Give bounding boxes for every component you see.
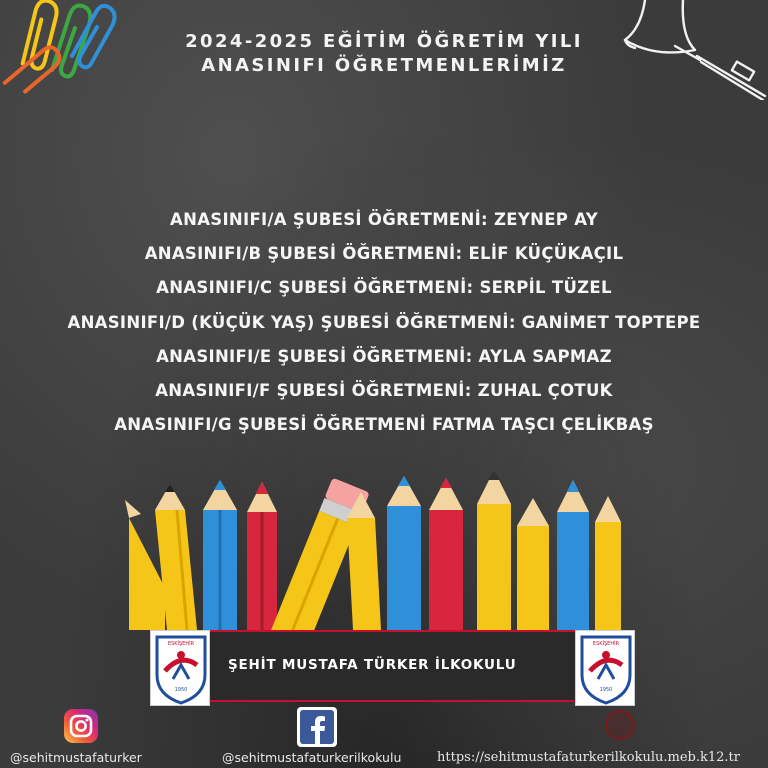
teacher-line: ANASINIFI/G ŞUBESİ ÖĞRETMENİ FATMA TAŞCI ÇELİKBAŞ: [114, 415, 654, 435]
teacher-list: [0, 203, 768, 442]
svg-text:ESKİŞEHİR: ESKİŞEHİR: [167, 641, 195, 647]
pencil-icon: [429, 478, 463, 630]
svg-text:ESKİŞEHİR: ESKİŞEHİR: [592, 641, 620, 647]
teacher-line: ANASINIFI/E ŞUBESİ ÖĞRETMENİ: AYLA SAPMAZ: [156, 346, 612, 366]
title-line-2: ANASINIFI ÖĞRETMENLERİMİZ: [201, 55, 567, 76]
teacher-line: ANASINIFI/C ŞUBESİ ÖĞRETMENİ: SERPİL TÜZEL: [156, 278, 612, 298]
ministry-seal-icon: [605, 710, 635, 740]
website-link[interactable]: https://sehitmustafaturkerilkokulu.meb.k12.tr: [437, 750, 740, 765]
pencil-icon: [247, 482, 277, 630]
pencil-icon: [517, 498, 549, 630]
instagram-handle[interactable]: @sehitmustafaturker: [10, 750, 142, 765]
school-name: ŞEHİT MUSTAFA TÜRKER İLKOKULU: [228, 657, 517, 673]
title-line-1: 2024-2025 EĞİTİM ÖĞRETİM YILI: [185, 31, 583, 52]
teacher-line: ANASINIFI/B ŞUBESİ ÖĞRETMENİ: ELİF KÜÇÜKAÇIL: [144, 244, 624, 264]
school-logo-left: [150, 630, 210, 706]
school-logo-right: [575, 630, 635, 706]
pencil-icon: [203, 480, 237, 630]
pencil-icon: [557, 480, 589, 630]
school-logo-icon: [151, 631, 211, 707]
pencil-icon: [477, 470, 511, 630]
header: [0, 30, 768, 78]
facebook-handle[interactable]: @sehitmustafaturkerilkokulu: [222, 750, 402, 765]
teacher-line: ANASINIFI/F ŞUBESİ ÖĞRETMENİ: ZUHAL ÇOTUK: [155, 381, 613, 401]
facebook-icon[interactable]: [297, 707, 337, 747]
pencil-icon: [387, 476, 421, 630]
pencils-illustration: [125, 470, 625, 630]
teacher-line: ANASINIFI/D (KÜÇÜK YAŞ) ŞUBESİ ÖĞRETMENİ: GANİMET TOPTEPE: [67, 312, 701, 332]
svg-text:1950: 1950: [174, 687, 188, 693]
pencil-icon: [347, 492, 381, 630]
instagram-icon[interactable]: [64, 709, 98, 743]
school-logo-icon: [576, 631, 636, 707]
teacher-line: ANASINIFI/A ŞUBESİ ÖĞRETMENİ: ZEYNEP AY: [170, 210, 598, 229]
pencil-icon: [595, 496, 621, 630]
svg-text:1950: 1950: [599, 687, 613, 693]
